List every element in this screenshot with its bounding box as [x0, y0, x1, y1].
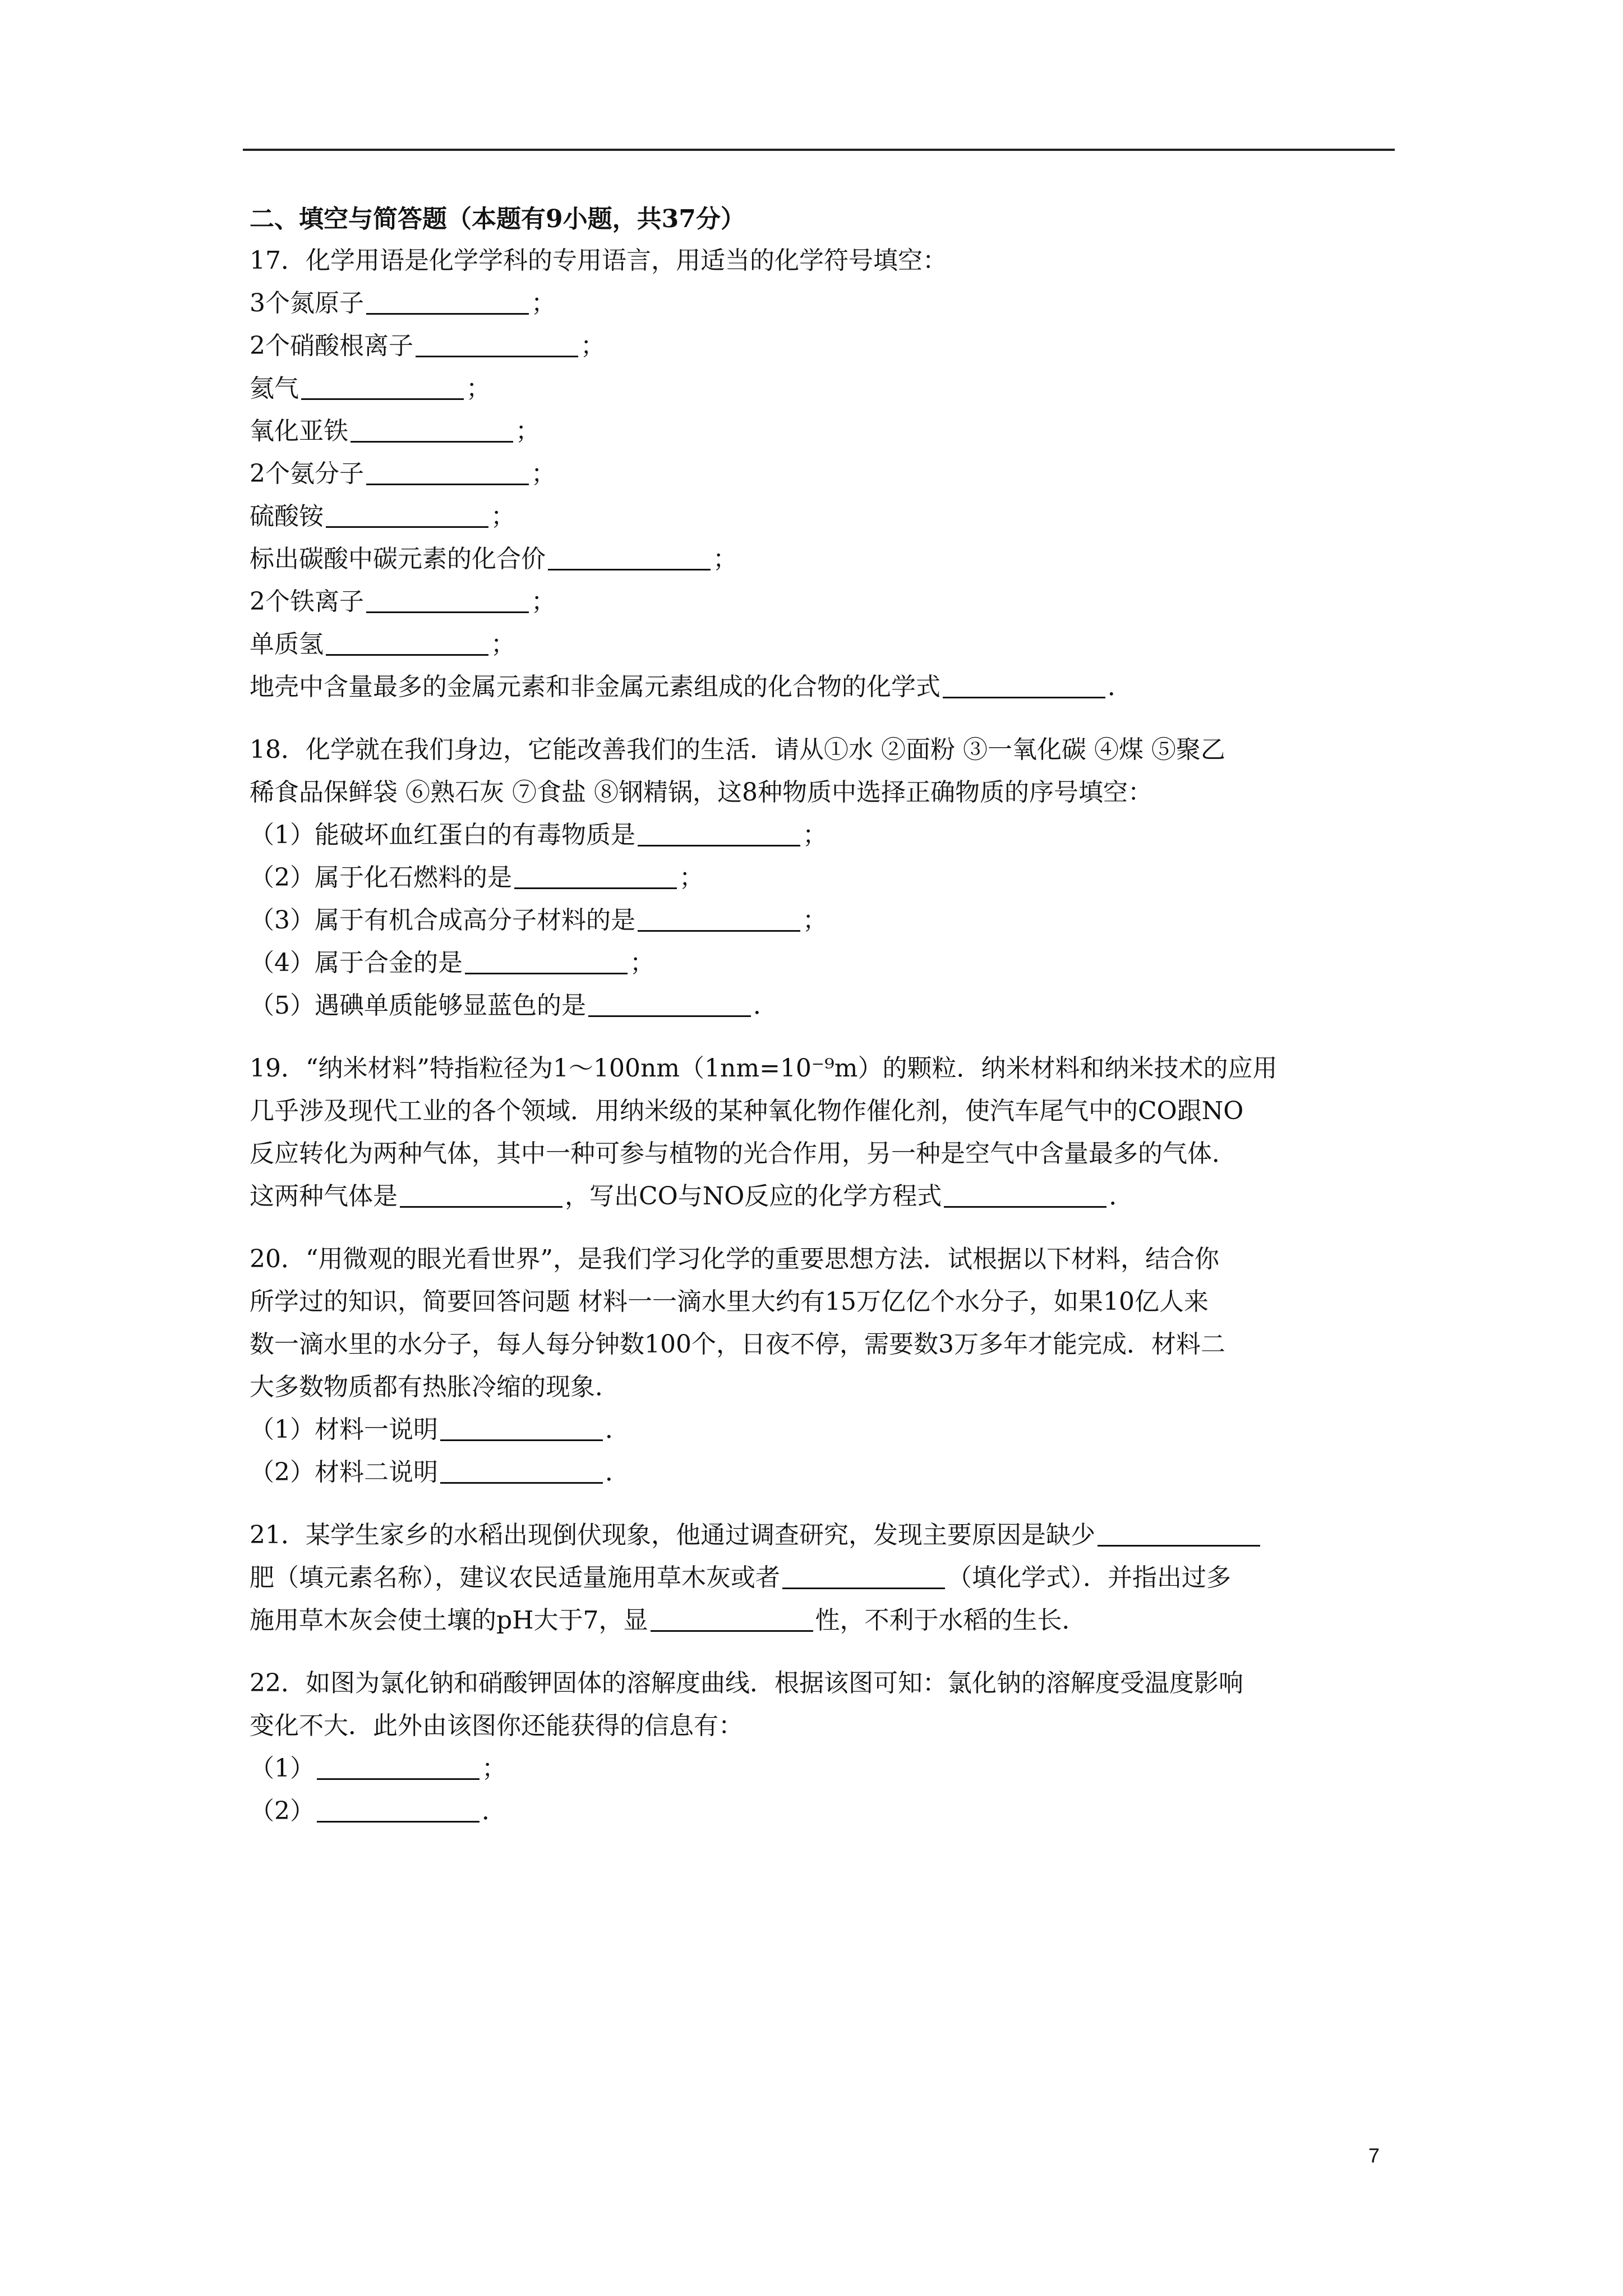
- question-line: [250, 1047, 1399, 1090]
- answer-blank[interactable]: [301, 398, 464, 400]
- question-text: 数一滴水里的水分子，每人每分钟数100个，日夜不停，需要数3万多年才能完成．材料二: [250, 1330, 1225, 1359]
- question-text: 2个硝酸根离子: [250, 332, 413, 360]
- question-line: [250, 899, 1399, 942]
- question-q21: [250, 1514, 1399, 1642]
- question-text: ．: [605, 1415, 630, 1444]
- question-line: [250, 1557, 1399, 1599]
- answer-blank[interactable]: [651, 1630, 813, 1632]
- answer-blank[interactable]: [943, 696, 1105, 698]
- question-line: [250, 942, 1399, 984]
- question-q18: [250, 729, 1399, 1027]
- answer-blank[interactable]: [514, 887, 677, 889]
- question-q22: [250, 1662, 1399, 1833]
- answer-blank[interactable]: [366, 483, 529, 485]
- question-line: [250, 1514, 1399, 1557]
- question-q19: [250, 1047, 1399, 1218]
- answer-blank[interactable]: [782, 1587, 945, 1589]
- question-line: [250, 984, 1399, 1027]
- answer-blank[interactable]: [326, 654, 488, 656]
- question-line: [250, 410, 1399, 453]
- question-text: （5）遇碘单质能够显蓝色的是: [250, 991, 586, 1020]
- question-text: 氧化亚铁: [250, 417, 348, 445]
- question-text: 反应转化为两种气体，其中一种可参与植物的光合作用，另一种是空气中含量最多的气体．: [250, 1139, 1237, 1168]
- question-line: [250, 1451, 1399, 1494]
- question-line: [250, 1409, 1399, 1451]
- answer-blank[interactable]: [317, 1820, 479, 1823]
- answer-blank[interactable]: [588, 1015, 751, 1017]
- answer-blank[interactable]: [638, 844, 800, 846]
- question-text: （2）属于化石燃料的是: [250, 863, 512, 892]
- question-text: 地壳中含量最多的金属元素和非金属元素组成的化合物的化学式: [250, 673, 940, 701]
- question-text: 22．如图为氯化钠和硝酸钾固体的溶解度曲线．根据该图可知：氯化钠的溶解度受温度影响: [250, 1669, 1243, 1697]
- question-text: 氦气: [250, 374, 299, 403]
- question-text: 18．化学就在我们身边，它能改善我们的生活．请从①水 ②面粉 ③一氧化碳 ④煤 ⑤聚乙: [250, 735, 1225, 764]
- page-number: 7: [1368, 2144, 1380, 2167]
- question-text: ．: [482, 1797, 506, 1825]
- question-text: （1）: [250, 1754, 315, 1783]
- question-text: （填化学式）．并指出过多: [947, 1563, 1231, 1592]
- question-text: （3）属于有机合成高分子材料的是: [250, 906, 635, 935]
- question-text: ．: [1108, 673, 1132, 701]
- question-text: 肥（填元素名称），建议农民适量施用草木灰或者: [250, 1563, 780, 1592]
- question-line: [250, 1323, 1399, 1366]
- section-title: 二、填空与简答题（本题有9小题，共37分）: [250, 205, 745, 233]
- question-text: （2）: [250, 1797, 315, 1825]
- question-line: [250, 771, 1399, 814]
- question-q20: [250, 1238, 1399, 1494]
- question-text: ；: [515, 417, 540, 445]
- question-line: [250, 495, 1399, 538]
- question-line: [250, 1747, 1399, 1790]
- question-line: [250, 623, 1399, 666]
- question-line: [250, 1705, 1399, 1747]
- question-line: [250, 538, 1399, 581]
- answer-blank[interactable]: [548, 568, 711, 570]
- question-line: [250, 666, 1399, 708]
- answer-blank[interactable]: [944, 1205, 1106, 1208]
- question-line: [250, 1090, 1399, 1133]
- question-line: [250, 453, 1399, 495]
- question-text: ；: [466, 374, 491, 403]
- answer-blank[interactable]: [326, 526, 488, 528]
- answer-blank[interactable]: [638, 930, 800, 932]
- question-line: [250, 282, 1399, 325]
- question-text: 这两种气体是: [250, 1182, 398, 1211]
- question-line: [250, 729, 1399, 771]
- question-line: [250, 1281, 1399, 1323]
- question-text: 标出碳酸中碳元素的化合价: [250, 545, 546, 573]
- answer-blank[interactable]: [440, 1481, 603, 1484]
- question-text: 几乎涉及现代工业的各个领域．用纳米级的某种氧化物作催化剂，使汽车尾气中的CO跟NO: [250, 1097, 1244, 1125]
- question-text: ．: [605, 1458, 630, 1487]
- question-text: （4）属于合金的是: [250, 949, 463, 977]
- exam-content: [250, 199, 1399, 1833]
- answer-blank[interactable]: [465, 972, 628, 974]
- question-text: ；: [630, 949, 654, 977]
- question-q17: [250, 240, 1399, 708]
- question-text: （1）材料一说明: [250, 1415, 438, 1444]
- question-text: （2）材料二说明: [250, 1458, 438, 1487]
- question-text: ；: [531, 459, 556, 488]
- question-text: 2个铁离子: [250, 587, 364, 616]
- question-text: ，写出CO与NO反应的化学方程式: [565, 1182, 942, 1211]
- question-text: 施用草木灰会使土壤的pH大于7，显: [250, 1606, 648, 1635]
- question-text: 20．“用微观的眼光看世界”，是我们学习化学的重要思想方法．试根据以下材料，结合你: [250, 1245, 1219, 1273]
- question-text: 变化不大．此外由该图你还能获得的信息有：: [250, 1711, 743, 1740]
- question-line: [250, 1133, 1399, 1175]
- question-line: [250, 325, 1399, 367]
- question-text: ；: [803, 906, 827, 935]
- question-list: [250, 240, 1399, 1833]
- question-line: [250, 1238, 1399, 1281]
- question-text: ；: [491, 502, 515, 531]
- question-text: （1）能破坏血红蛋白的有毒物质是: [250, 821, 635, 849]
- question-text: 稀食品保鲜袋 ⑥熟石灰 ⑦食盐 ⑧钢精锅，这8种物质中选择正确物质的序号填空：: [250, 778, 1152, 807]
- question-text: 大多数物质都有热胀冷缩的现象．: [250, 1373, 620, 1401]
- answer-blank[interactable]: [366, 312, 529, 315]
- question-line: [250, 1599, 1399, 1642]
- question-text: ；: [491, 630, 515, 659]
- question-line: [250, 1366, 1399, 1409]
- question-text: 单质氢: [250, 630, 324, 659]
- question-text: ；: [580, 332, 605, 360]
- question-text: 3个氮原子: [250, 289, 364, 318]
- question-text: 性，不利于水稻的生长．: [815, 1606, 1087, 1635]
- question-text: 21．某学生家乡的水稻出现倒伏现象，他通过调查研究，发现主要原因是缺少: [250, 1521, 1095, 1549]
- question-text: ；: [482, 1754, 506, 1783]
- question-line: [250, 1662, 1399, 1705]
- question-line: [250, 581, 1399, 623]
- question-line: [250, 1790, 1399, 1833]
- question-line: [250, 814, 1399, 857]
- question-text: ；: [713, 545, 737, 573]
- answer-blank[interactable]: [351, 440, 513, 443]
- question-text: ．: [753, 991, 778, 1020]
- question-text: ．: [1109, 1182, 1134, 1211]
- answer-blank[interactable]: [440, 1439, 603, 1441]
- question-line: [250, 1175, 1399, 1218]
- question-text: ；: [531, 289, 556, 318]
- question-text: 19．“纳米材料”特指粒径为1～100nm（1nm=10⁻⁹m）的颗粒．纳米材料和纳米技术的应用: [250, 1054, 1278, 1083]
- question-text: 硫酸铵: [250, 502, 324, 531]
- question-line: [250, 367, 1399, 410]
- answer-blank[interactable]: [366, 611, 529, 613]
- question-text: 17．化学用语是化学学科的专用语言，用适当的化学符号填空：: [250, 246, 947, 275]
- question-text: 所学过的知识，简要回答问题 材料一一滴水里大约有15万亿亿个水分子，如果10亿人来: [250, 1287, 1209, 1316]
- answer-blank[interactable]: [317, 1778, 479, 1780]
- question-text: ；: [531, 587, 556, 616]
- question-text: ；: [803, 821, 827, 849]
- question-text: 2个氨分子: [250, 459, 364, 488]
- question-line: [250, 857, 1399, 899]
- header-rule: [243, 149, 1395, 151]
- answer-blank[interactable]: [400, 1205, 562, 1208]
- question-line: [250, 240, 1399, 282]
- answer-blank[interactable]: [1098, 1544, 1260, 1547]
- answer-blank[interactable]: [416, 355, 578, 357]
- question-text: ；: [679, 863, 704, 892]
